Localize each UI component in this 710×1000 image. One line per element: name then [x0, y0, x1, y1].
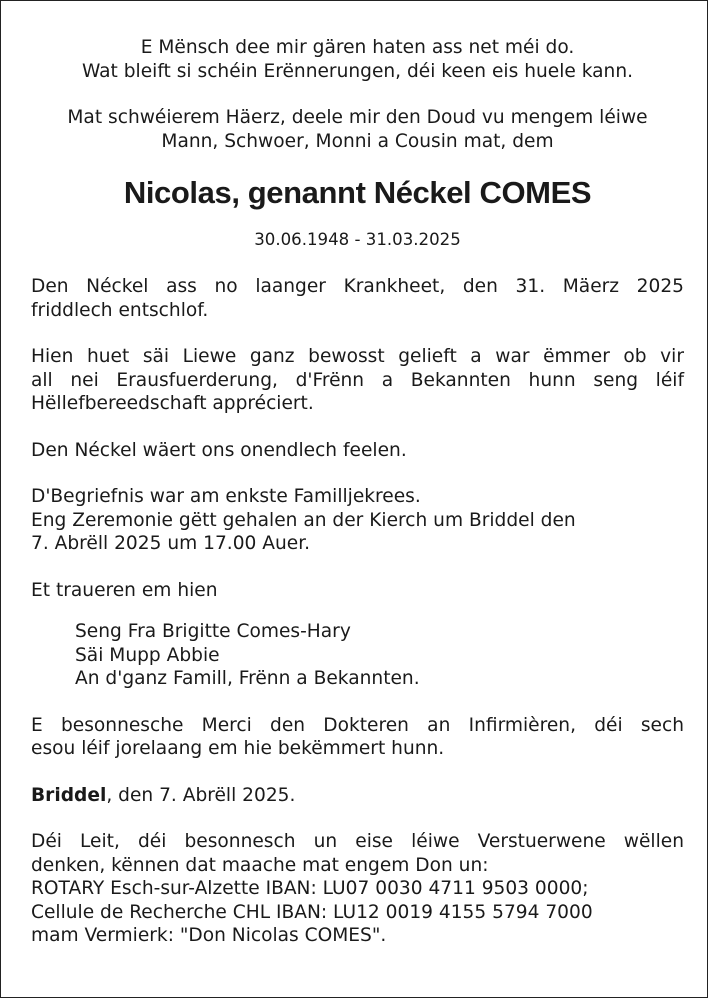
paragraph-line: Hëllefbereedschaft appréciert.: [31, 393, 314, 414]
donation-info: [31, 830, 684, 948]
paragraph-line: Déi Leit, déi besonnesch un eise léiwe Verstuerwene wëllen: [31, 831, 684, 852]
paragraph-funeral: [31, 485, 684, 556]
mourners-list: [31, 620, 684, 691]
paragraph-missed: [31, 439, 684, 463]
paragraph-illness: [31, 275, 684, 322]
paragraph-line: Hien huet säi Liewe ganz bewosst gelieft a war ëmmer ob vir: [31, 346, 684, 367]
paragraph-thanks: [31, 714, 684, 761]
memorial-quote: [31, 36, 684, 83]
iban-rotary: ROTARY Esch-sur-Alzette IBAN: LU07 0030 4711 9503 0000;: [31, 878, 589, 899]
paragraph-life: [31, 345, 684, 416]
quote-line-1: E Mënsch dee mir gären haten ass net méi do.: [140, 37, 575, 58]
donation-reference: mam Vermierk: "Don Nicolas COMES".: [31, 925, 387, 946]
date-text: , den 7. Abrëll 2025.: [106, 784, 296, 806]
paragraph-line: Eng Zeremonie gëtt gehalen an der Kierch um Briddel den: [31, 509, 576, 531]
intro-line-1: Mat schwéierem Häerz, deele mir den Doud vu mengem léiwe: [67, 107, 648, 128]
paragraph-line: friddlech entschlof.: [31, 299, 209, 321]
intro-line-2: Mann, Schwoer, Monni a Cousin mat, dem: [161, 130, 554, 152]
obituary-notice: [31, 36, 684, 948]
paragraph-line: D'Begriefnis war am enkste Familljekrees.: [31, 486, 421, 507]
iban-chl: Cellule de Recherche CHL IBAN: LU12 0019 4155 5794 7000: [31, 901, 593, 923]
paragraph-line: 7. Abrëll 2025 um 17.00 Auer.: [31, 533, 311, 554]
mourners-label: Et traueren em hien: [31, 579, 218, 601]
mourner-item: Säi Mupp Abbie: [75, 644, 220, 666]
paragraph-line: denken, kënnen dat maache mat engem Don un:: [31, 854, 489, 876]
place-name: Briddel: [31, 784, 107, 806]
announcement-intro: [31, 106, 684, 153]
paragraph-line: Den Néckel ass no laanger Krankheet, den 31. Mäerz 2025: [31, 276, 684, 297]
paragraph-line: all nei Erausfuerderung, d'Frënn a Bekannten hunn seng léif: [31, 369, 684, 391]
place-and-date: [31, 784, 684, 808]
paragraph-line: E besonnesche Merci den Dokteren an Infirmièren, déi sech: [31, 714, 684, 736]
paragraph-line: esou léif jorelaang em hie bekëmmert hunn.: [31, 738, 445, 759]
quote-line-2: Wat bleift si schéin Erënnerungen, déi keen eis huele kann.: [81, 60, 634, 82]
life-dates: 30.06.1948 - 31.03.2025: [254, 230, 461, 249]
mourner-item: An d'ganz Famill, Frënn a Bekannten.: [75, 668, 420, 689]
deceased-name: Nicolas, genannt Néckel COMES: [123, 175, 592, 210]
paragraph-line: Den Néckel wäert ons onendlech feelen.: [31, 439, 407, 461]
mourner-item: Seng Fra Brigitte Comes-Hary: [75, 621, 351, 642]
